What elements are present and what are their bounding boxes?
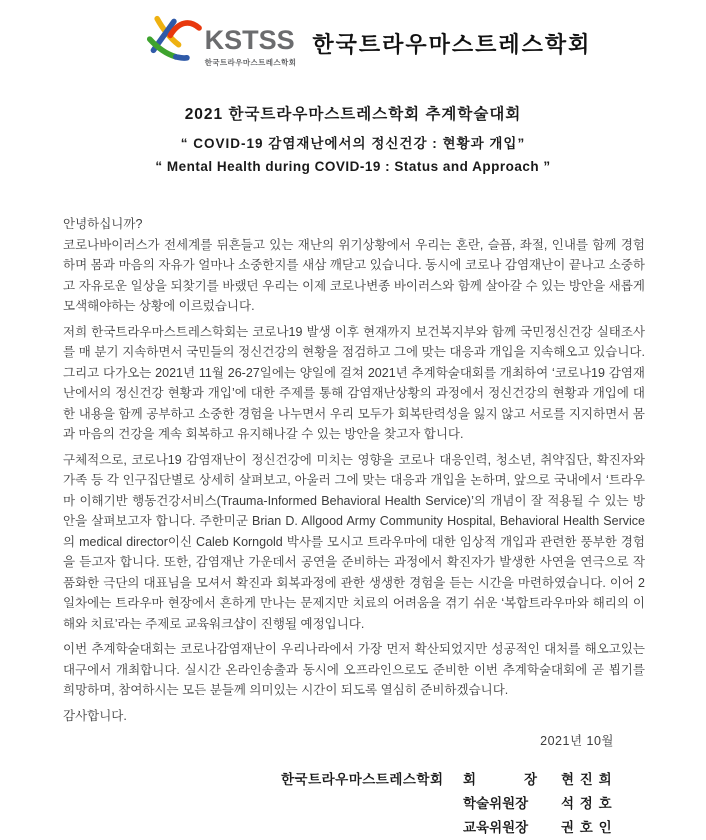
org-name-heading: 한국트라우마스트레스학회 (312, 31, 592, 57)
signature-role-education-chair: 교육위원장 (463, 820, 529, 835)
logo-subtext: 한국트라우마스트레스학회 (204, 57, 297, 67)
signature-role-academic-chair: 학술위원장 (463, 796, 529, 811)
signature-role-president: 회 장 (463, 772, 537, 787)
signature-row-academic-chair (0, 792, 627, 816)
letterhead (30, 0, 706, 68)
conference-subtitle-korean: “ COVID-19 감염재난에서의 정신건강 : 현황과 개입” (180, 136, 526, 151)
signature-name-academic-chair: 석 정 호 (561, 796, 613, 811)
logo-text (204, 24, 297, 68)
kstss-logo-icon (145, 14, 201, 68)
signature-row-education-chair (0, 816, 627, 840)
signature-org: 한국트라우마스트레스학회 (281, 772, 444, 787)
conference-subtitle-english: “ Mental Health during COVID-19 : Status and Approach ” (155, 159, 551, 174)
signature-block (0, 768, 706, 840)
paragraph-1: 코로나바이러스가 전세계를 뒤흔들고 있는 재난의 위기상황에서 우리는 혼란, 슬픔, 좌절, 인내를 함께 경험하며 몸과 마음의 자유가 얼마나 소중한지를 새삼 깨닫고 있습니다. 동시에 코로나 감염재난이 끝나고 소중하고 자유로운 일상을 되찾기를 바랬던 우리는 이제 코로나변종 바이러스와 함께 살아갈 수 있는 방안을 새롭게 모색해야하는 상황에 이르렀습니다. (63, 237, 645, 313)
paragraph-4: 이번 추계학술대회는 코로나감염재난이 우리나라에서 가장 먼저 확산되었지만 성공적인 대처를 해오고있는 대구에서 개최합니다. 실시간 온라인송출과 동시에 오프라인으로도 준비한 이번 추계학술대회에 곧 뵙기를 희망하며, 참여하시는 모든 분들께 의미있는 시간이 되도록 열심히 준비하겠습니다. (63, 642, 645, 697)
paragraph-3: 구체적으로, 코로나19 감염재난이 정신건강에 미치는 영향을 코로나 대응인력, 청소년, 취약집단, 확진자와 가족 등 각 인구집단별로 상세히 살펴보고, 아울러 그에 맞는 대응과 개입을 논하며, 앞으로 국내에서 ‘트라우마 이해기반 행동건강서비스(Trauma-Informed Behavioral Health Service)’의 개념이 잘 적용될 수 있는 방안을 살펴보고자 합니다. 주한미군 Brian D. Allgood Army Community Hospital, Behavioral Health Service의 medical director이신 Caleb Korngold 박사를 모시고 트라우마에 대한 임상적 개입과 관련한 풍부한 경험을 듣고자 합니다. 또한, 감염재난 가운데서 공연을 준비하는 과정에서 확진자가 발생한 사연을 연극으로 작품화한 극단의 대표님을 모셔서 확진과 회복과정에 관한 생생한 경험을 듣는 시간을 마련하였습니다. 이어 2일차에는 트라우마 현장에서 흔하게 만나는 문제지만 치료의 어려움을 겪기 쉬운 ‘복합트라우마와 해리의 이해와 치료’라는 주제로 교육워크샵이 진행될 예정입니다. (63, 452, 645, 631)
paragraph-2: 저희 한국트라우마스트레스학회는 코로나19 발생 이후 현재까지 보건복지부와 함께 국민정신건강 실태조사를 매 분기 지속하면서 국민들의 정신건강의 현황을 점검하고 그에 맞는 대응과 개입을 지속해오고 있습니다. 그리고 다가오는 2021년 11월 26-27일에는 양일에 걸쳐 2021년 추계학술대회를 개최하여 ‘코로나19 감염재난에서의 정신건강 현황과 개입’에 대한 주제를 통해 감염재난상황의 과정에서 정신건강의 현황과 개입에 대한 내용을 함께 공부하고 소중한 경험을 나누면서 우리 모두가 회복탄력성을 잃지 않고 서로를 지지하면서 몸과 마음의 건강을 계속 회복하고 유지해나갈 수 있는 방안을 찾고자 합니다. (63, 324, 645, 441)
greeting: 안녕하십니까? (63, 217, 143, 231)
conference-title: 2021 한국트라우마스트레스학회 추계학술대회 (184, 106, 522, 123)
kstss-logo (145, 14, 297, 68)
closing-remark: 감사합니다. (63, 708, 127, 723)
letter-body (63, 214, 645, 726)
title-block (0, 102, 706, 174)
logo-acronym: KSTSS (204, 24, 295, 55)
signature-name-education-chair: 권 호 인 (561, 820, 613, 835)
signature-row-president (0, 768, 627, 792)
signature-name-president: 현 진 희 (561, 772, 613, 787)
date-line: 2021년 10월 (540, 734, 614, 748)
